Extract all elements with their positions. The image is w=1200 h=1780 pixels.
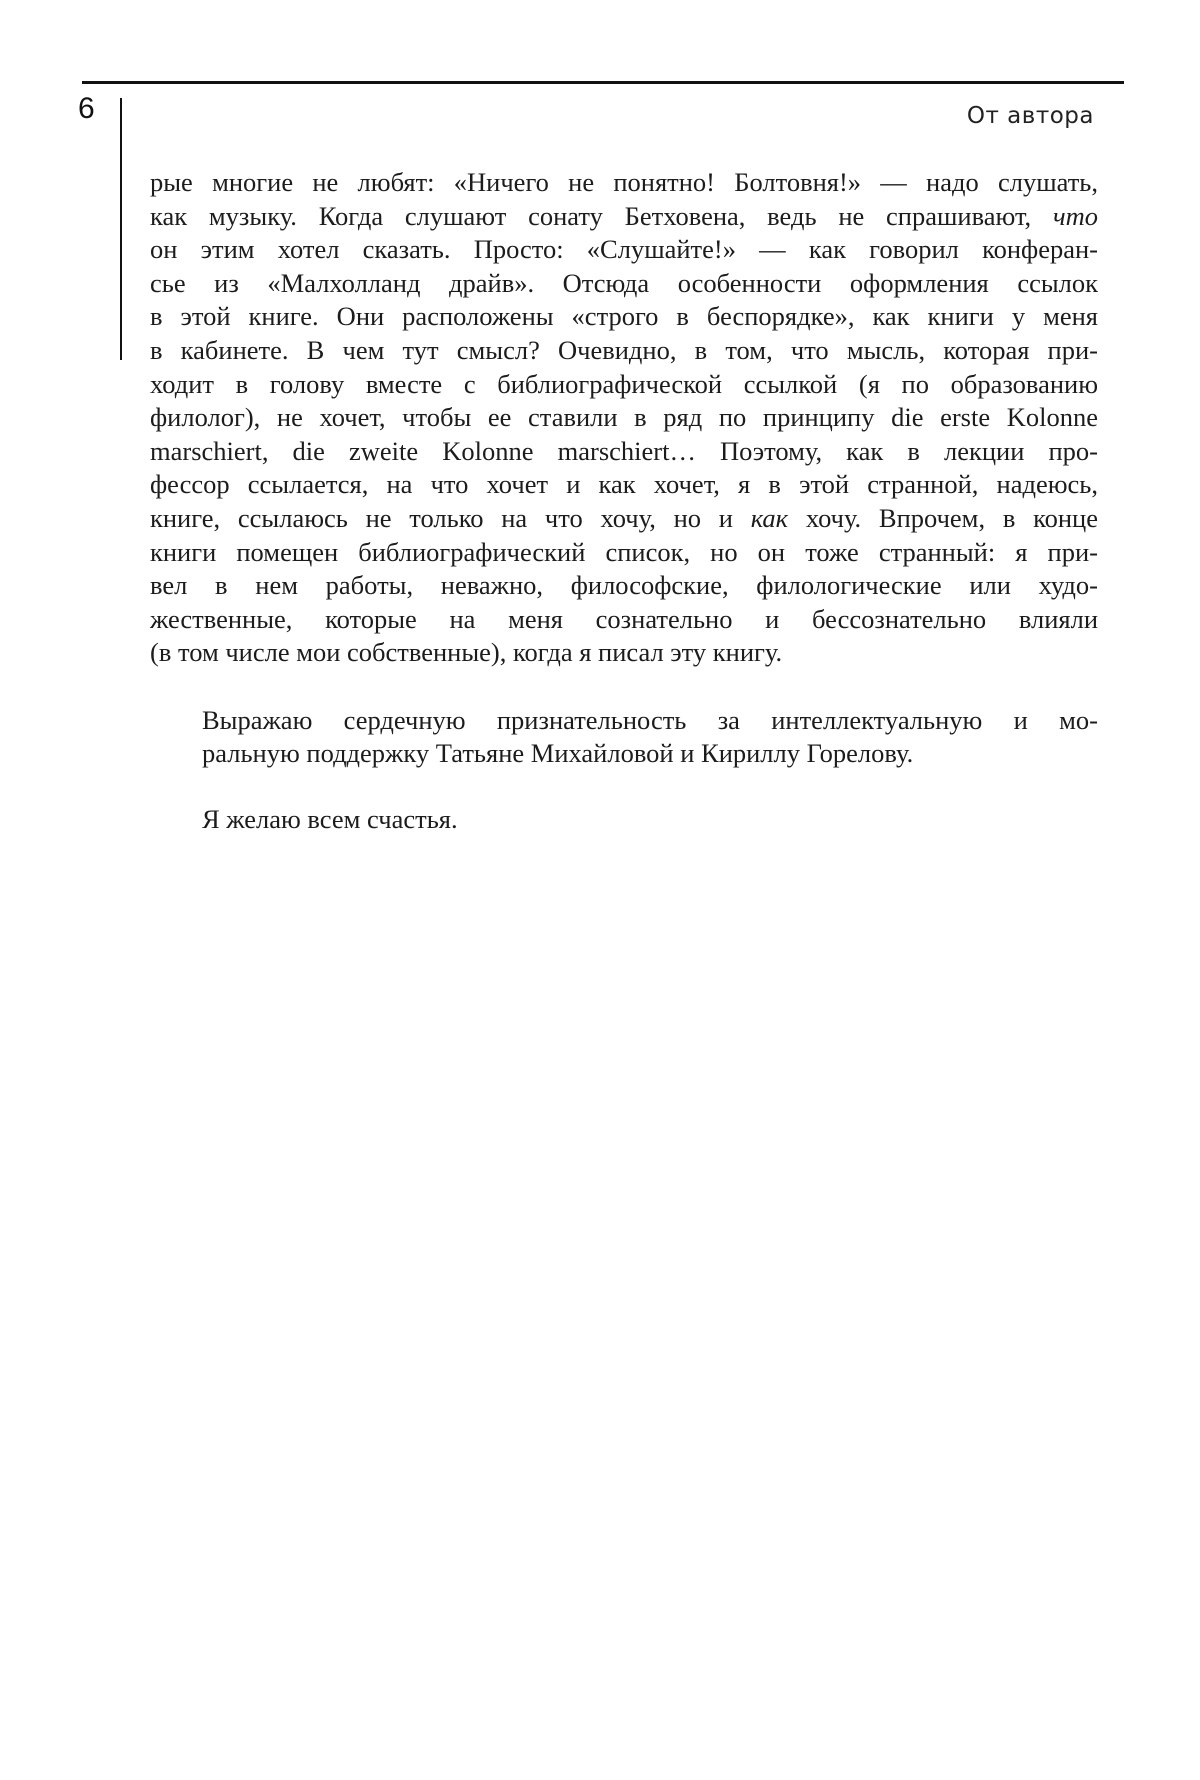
text-segment: как музыку. Когда слушают сонату Бетховена, ведь не спрашивают, bbox=[150, 200, 1053, 231]
paragraph-wish: Я желаю всем счастья. bbox=[202, 804, 458, 835]
text-segment: книге, ссылаюсь не только на что хочу, но и bbox=[150, 502, 751, 533]
text-line: сье из «Малхолланд драйв». Отсюда особенности оформления ссылок bbox=[150, 267, 1098, 298]
text-line: Выражаю сердечную признательность за интеллектуальную и мо- bbox=[202, 704, 1098, 735]
text-line: фессор ссылается, на что хочет и как хочет, я в этой странной, надеюсь, bbox=[150, 469, 1098, 500]
text-line: ходит в голову вместе с библиографической ссылкой (я по образованию bbox=[150, 368, 1098, 399]
running-head: От автора bbox=[966, 103, 1094, 129]
text-line: вел в нем работы, неважно, философские, филологические или худо- bbox=[150, 570, 1098, 601]
text-line: в кабинете. В чем тут смысл? Очевидно, в том, что мысль, которая при- bbox=[150, 334, 1098, 365]
page-number: 6 bbox=[78, 92, 95, 125]
text-line: филолог), не хочет, чтобы ее ставили в ряд по принципу die erste Kolonne bbox=[150, 402, 1098, 433]
text-line bbox=[150, 502, 1098, 536]
text-line: он этим хотел сказать. Просто: «Слушайте!» — как говорил конферан- bbox=[150, 234, 1098, 265]
side-rule bbox=[120, 98, 122, 360]
text-line: рые многие не любят: «Ничего не понятно! Болтовня!» — надо слушать, bbox=[150, 167, 1098, 197]
header-rule bbox=[82, 81, 1124, 84]
paragraph-thanks bbox=[150, 704, 1098, 771]
text-line: ральную поддержку Татьяне Михайловой и Кириллу Горелову. bbox=[202, 738, 914, 769]
text-line: в этой книге. Они расположены «строго в беспорядке», как книги у меня bbox=[150, 301, 1098, 332]
text-line: книги помещен библиографический список, но он тоже странный: я при- bbox=[150, 536, 1098, 567]
body-text bbox=[150, 166, 1098, 837]
italic-word: как bbox=[750, 502, 789, 533]
text-segment: хочу. Впрочем, в конце bbox=[788, 502, 1098, 533]
text-line: (в том числе мои собственные), когда я писал эту книгу. bbox=[150, 637, 783, 668]
text-line: жественные, которые на меня сознательно и бессознательно влияли bbox=[150, 603, 1098, 634]
paragraph-main bbox=[150, 166, 1098, 670]
italic-word: что bbox=[1052, 200, 1098, 231]
text-line bbox=[150, 200, 1098, 234]
text-line: marschiert, die zweite Kolonne marschiert… Поэтому, как в лекции про- bbox=[150, 435, 1098, 466]
